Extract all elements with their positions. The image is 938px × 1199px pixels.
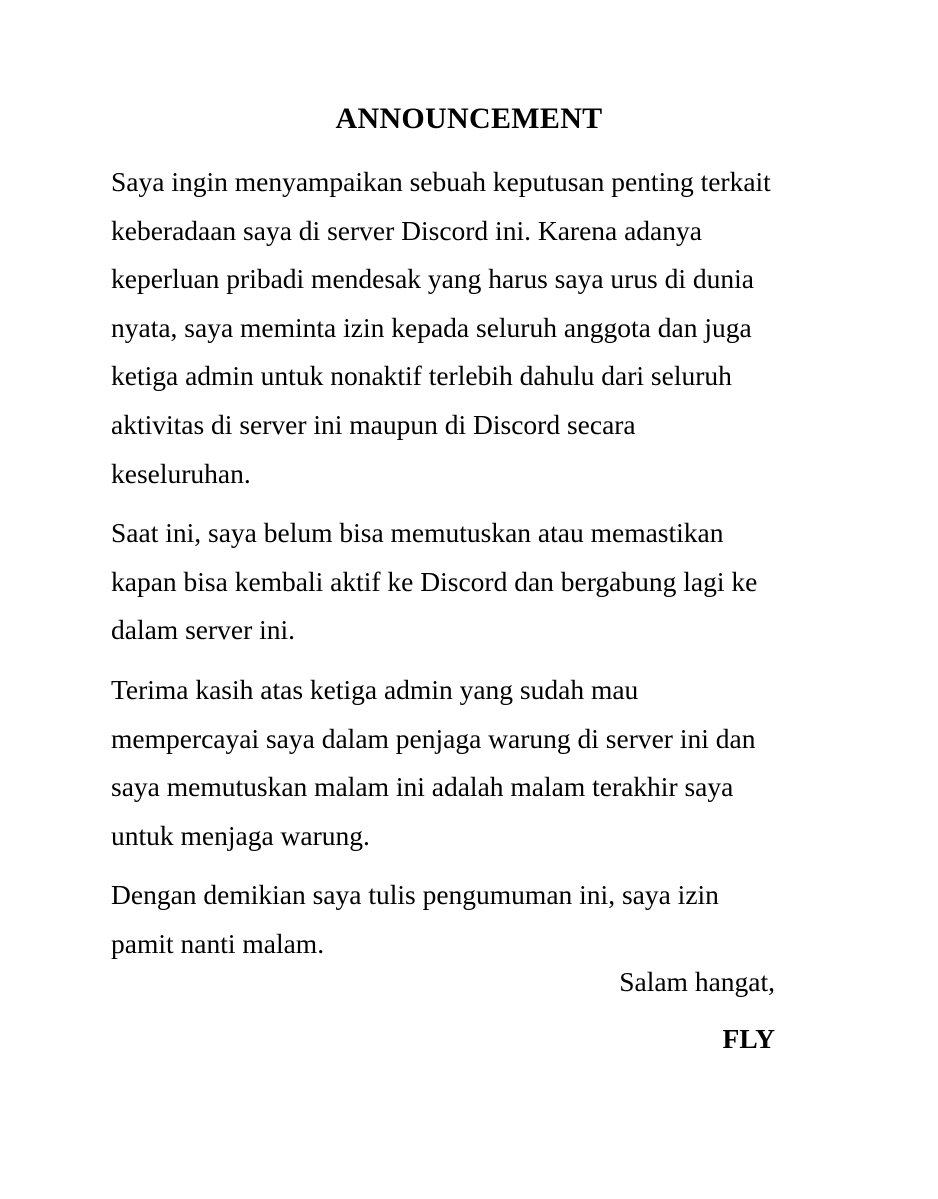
paragraph-line: keberadaan saya di server Discord ini. Karena adanya [111, 214, 702, 246]
paragraph-3 [111, 666, 811, 860]
paragraph-line: dalam server ini. [111, 614, 296, 646]
paragraph-line: keperluan pribadi mendesak yang harus saya urus di dunia [111, 263, 755, 295]
paragraph-4 [111, 871, 811, 968]
paragraph-line: nyata, saya meminta izin kepada seluruh anggota dan juga [111, 311, 752, 343]
paragraph-line: ketiga admin untuk nonaktif terlebih dahulu dari seluruh [111, 360, 732, 392]
paragraph-line: kapan bisa kembali aktif ke Discord dan bergabung lagi ke [111, 565, 758, 597]
paragraph-line: Dengan demikian saya tulis pengumuman ini, saya izin [111, 879, 719, 911]
closing-salutation: Salam hangat, [619, 966, 775, 997]
paragraph-line: untuk menjaga warung. [111, 819, 370, 851]
paragraph-line: aktivitas di server ini maupun di Discord secara [111, 408, 636, 440]
paragraph-line: mempercayai saya dalam penjaga warung di server ini dan [111, 722, 756, 754]
paragraph-line: Saya ingin menyampaikan sebuah keputusan penting terkait [111, 166, 771, 197]
announcement-body [111, 158, 811, 980]
paragraph-line: keseluruhan. [111, 457, 251, 489]
paragraph-line: saya memutuskan malam ini adalah malam terakhir saya [111, 771, 734, 803]
paragraph-line: Saat ini, saya belum bisa memutuskan atau memastikan [111, 517, 724, 549]
signature: FLY [722, 1023, 775, 1054]
paragraph-2 [111, 509, 811, 655]
paragraph-line: Terima kasih atas ketiga admin yang sudah mau [111, 673, 639, 705]
document-title: ANNOUNCEMENT [335, 102, 603, 135]
paragraph-line: pamit nanti malam. [111, 927, 325, 959]
paragraph-1 [111, 158, 811, 498]
